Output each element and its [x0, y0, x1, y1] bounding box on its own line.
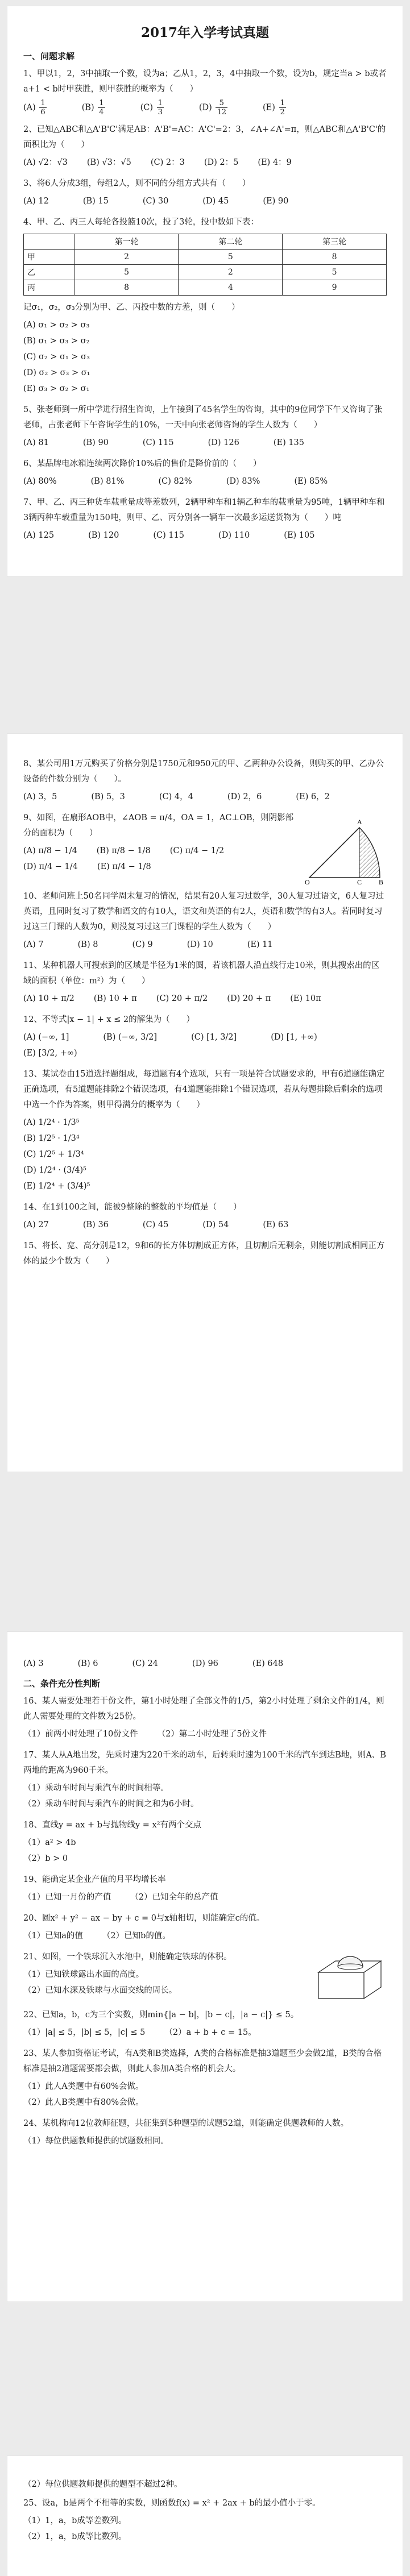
option: (B) $\frac{1}{4}$ [81, 99, 104, 117]
option: (E) 10π [290, 994, 321, 1003]
option: (B) σ₁ > σ₃ > σ₂ [23, 336, 90, 346]
option: (D) σ₂ > σ₃ > σ₁ [23, 368, 90, 377]
option: (D) 1/2⁴ · (3/4)⁵ [23, 1166, 86, 1175]
option: (A) 80% [23, 477, 57, 486]
label-c: C [357, 878, 362, 886]
question-14: 14、在1到100之间，能被9整除的整数的平均值是（ ） [23, 1203, 242, 1212]
option: (E) 105 [284, 531, 315, 540]
option: (E) $\frac{1}{2}$ [262, 99, 285, 117]
question-12: 12、不等式|x − 1| + x ≤ 2的解集为（ ） [23, 1015, 195, 1024]
option: (C) 2：3 [150, 158, 185, 167]
shaded-region [359, 828, 380, 878]
question-18: 18、直线y = ax + b与抛物线y = x²有两个交点 [23, 1821, 202, 1830]
question-13-options [23, 1115, 387, 1194]
option: (A) √2：√3 [23, 158, 68, 167]
table-cell: 5 [74, 265, 179, 280]
condition-2: （2）乘动车时间与乘汽车的时间之和为6小时。 [23, 1800, 199, 1809]
table-row [24, 250, 387, 265]
question-8: 8、某公司用1万元购买了价格分别是1750元和950元的甲、乙两种办公设备，则购买的甲、乙办公设备的件数分别为（ ）。 [23, 759, 384, 784]
option: (A) 10 + π/2 [23, 994, 74, 1003]
question-25: 25、设a，b是两个不相等的实数，则函数f(x) = x² + 2ax + b的最小值小于零。 [23, 2499, 321, 2508]
condition-1: （1）1，a，b成等差数列。 [23, 2516, 127, 2525]
document-page-4 [7, 2455, 403, 2576]
option: (A) 3 [23, 1659, 44, 1668]
option: (E) 63 [263, 1220, 289, 1229]
condition-2: （2）已知b的值。 [102, 1931, 171, 1941]
option: (C) [1, 3/2] [191, 1033, 237, 1042]
pool-front [318, 1972, 364, 1999]
question-17: 17、某人从A地出发，先乘时速为220千米的动车，后转乘时速为100千米的汽车到达B地，则A、B两地的距离为960千米。 [23, 1751, 387, 1775]
table-cell: 第一轮 [74, 234, 179, 250]
condition-2: （2）每位供题教师提供的题型不超过2种。 [23, 2480, 183, 2489]
option: (D) $\frac{5}{12}$ [198, 99, 226, 117]
question-11-options [23, 991, 387, 1007]
label-a: A [357, 818, 362, 826]
option: (A) 7 [23, 940, 44, 949]
condition-1: （1）已知铁球露出水面的高度。 [23, 1970, 144, 1979]
condition-2: （2）已知全年的总产值 [130, 1893, 218, 1902]
table-cell: 第二轮 [179, 234, 283, 250]
option: (C) 4，4 [159, 792, 193, 801]
question-3: 3、将6人分成3组，每组2人，则不同的分组方式共有（ ） [23, 179, 251, 188]
question-4: 4、甲、乙、丙三人每轮各投篮10次，投了3轮，投中数如下表： [23, 218, 259, 227]
option: (A) 3，5 [23, 792, 57, 801]
section-heading-sufficiency: 二、条件充分性判断 [23, 1678, 101, 1689]
option: (C) 45 [142, 1220, 169, 1229]
option: (B) 8 [77, 940, 98, 949]
page-title: 2017年入学考试真题 [140, 25, 269, 40]
option: (E) 135 [273, 438, 305, 447]
condition-1: （1）已知一月份的产值 [23, 1893, 111, 1902]
table-row [24, 265, 387, 280]
sector-figure [301, 811, 387, 886]
option: (D) π/4 − 1/4 [23, 862, 78, 871]
option: (B) 120 [88, 531, 119, 540]
question-21-conditions [23, 1967, 306, 1999]
question-4-options [23, 317, 387, 397]
document-page-3 [7, 1631, 403, 2302]
table-cell: 4 [179, 280, 283, 296]
option: (B) 1/2⁵ · 1/3⁴ [23, 1134, 80, 1143]
option: (D) 110 [218, 531, 250, 540]
option: (D) 2，6 [227, 792, 262, 801]
table-cell [24, 234, 75, 250]
condition-1: （1）每位供题教师提供的试题数相同。 [23, 2137, 169, 2146]
question-3-options [23, 193, 387, 209]
question-7: 7、甲、乙、丙三种货车载重量成等差数列，2辆甲种车和1辆乙种车的载重量为95吨，1辆甲种车和3辆丙种车载重量为150吨，则甲、乙、丙分别各一辆车一次最多运送货物为（ ）吨 [23, 498, 385, 522]
option: (B) 6 [77, 1659, 98, 1668]
document-page-2 [7, 733, 403, 1472]
option: (E) 648 [252, 1659, 284, 1668]
option: (C) 115 [153, 531, 185, 540]
option: (B) 90 [82, 438, 109, 447]
option: (D) 96 [192, 1659, 218, 1668]
question-15-options [23, 1656, 387, 1672]
option: (B) 10 + π [93, 994, 137, 1003]
question-22-conditions [23, 2025, 387, 2041]
option: (C) 20 + π/2 [156, 994, 208, 1003]
question-17-conditions [23, 1780, 387, 1812]
condition-1: （1）a² > 4b [23, 1838, 76, 1847]
option: (E) 6，2 [296, 792, 330, 801]
condition-2: （2）第二小时处理了5份文件 [157, 1730, 267, 1739]
question-15: 15、将长、宽、高分别是12，9和6的长方体切割成正方体，且切割后无剩余，则能切割成相同正方体的最少个数为（ ） [23, 1241, 385, 1266]
question-16-conditions [23, 1726, 387, 1742]
ball [338, 1956, 363, 1967]
document-page-1 [7, 6, 403, 577]
table-cell: 8 [283, 250, 387, 265]
question-12-options [23, 1029, 387, 1061]
option: (A) 125 [23, 531, 55, 540]
option: (E) π/4 − 1/8 [97, 862, 151, 871]
table-header-row [24, 234, 387, 250]
option: (E) 85% [294, 477, 328, 486]
question-24-conditions [23, 2133, 387, 2149]
condition-1: （1）乘动车时间与乘汽车的时间相等。 [23, 1784, 169, 1793]
results-table [23, 234, 387, 296]
table-cell: 9 [283, 280, 387, 296]
question-20-conditions [23, 1928, 387, 1944]
condition-2: （2）已知水深及铁球与水面交线的周长。 [23, 1986, 177, 1995]
question-16: 16、某人需要处理若干份文件，第1小时处理了全部文件的1/5，第2小时处理了剩余文件的1/4，则此人需要处理的文件数为25份。 [23, 1697, 384, 1721]
option: (D) [1, +∞) [271, 1033, 317, 1042]
question-10-options [23, 937, 387, 953]
question-23-conditions [23, 2079, 387, 2110]
table-row [24, 280, 387, 296]
question-1-options [23, 99, 387, 117]
question-23: 23、某人参加资格证考试，有A类和B类选择，A类的合格标准是抽3道题至少会做2道，B类的合格标准是抽2道题需要都会做，则此人参加A类合格的机会大。 [23, 2049, 382, 2074]
question-22: 22、已知a，b，c为三个实数，则min{|a − b|，|b − c|，|a − c|} ≤ 5。 [23, 2010, 299, 2020]
question-19-conditions [23, 1889, 387, 1905]
table-cell: 8 [74, 280, 179, 296]
question-25-conditions [23, 2513, 387, 2545]
question-9-options [23, 843, 295, 875]
option: (C) π/4 − 1/2 [169, 846, 225, 855]
question-5-options [23, 435, 387, 451]
option: (A) π/8 − 1/4 [23, 846, 77, 855]
question-19: 19、能确定某企业产值的月平均增长率 [23, 1875, 166, 1884]
option: (A) (−∞, 1] [23, 1033, 69, 1042]
table-cell: 丙 [24, 280, 75, 296]
table-cell: 2 [74, 250, 179, 265]
question-5: 5、张老师到一所中学进行招生咨询，上午接到了45名学生的咨询，其中的9位同学下午又咨询了张老师，占张老师下午咨询学生的10%，一天中向张老师咨询的学生人数为（ ） [23, 405, 383, 430]
option: (D) 54 [202, 1220, 229, 1229]
option: (A) 1/2⁴ · 1/3⁵ [23, 1118, 80, 1127]
radius-oa [309, 828, 359, 878]
question-2: 2、已知△ABC和△A'B'C'满足AB：A'B'=AC：A'C'=2：3，∠A+∠A'=π，则△ABC和△A'B'C'的面积比为（ ） [23, 125, 386, 149]
option: (D) 20 + π [227, 994, 271, 1003]
table-cell: 2 [179, 265, 283, 280]
option: (C) 9 [132, 940, 153, 949]
question-24: 24、某机构向12位教师征题，共征集到5种题型的试题52道，则能确定供题教师的人数。 [23, 2119, 349, 2128]
option: (D) 83% [226, 477, 260, 486]
condition-1: （1）此人A类题中有60%会做。 [23, 2082, 144, 2091]
condition-1: （1）|a| ≤ 5，|b| ≤ 5，|c| ≤ 5 [23, 2028, 146, 2037]
question-6: 6、某品牌电冰箱连续两次降价10%后的售价是降价前的（ ） [23, 459, 262, 468]
option: (A) σ₁ > σ₂ > σ₃ [23, 321, 90, 330]
option: (B) (−∞, 3/2] [103, 1033, 158, 1042]
question-10: 10、老师问班上50名同学周末复习的情况，结果有20人复习过数学，30人复习过语文，6人复习过英语，且同时复习了数学和语文的有10人，语文和英语的有2人，英语和数学的有3人。若同时复习过这三门课的人数为0，则没复习过这三门课程的学生人数为（ ） [23, 892, 384, 932]
option: (B) 36 [82, 1220, 109, 1229]
table-cell: 5 [283, 265, 387, 280]
option: (E) 1/2⁴ + (3/4)⁵ [23, 1182, 90, 1191]
table-cell: 第三轮 [283, 234, 387, 250]
question-2-options [23, 155, 387, 171]
condition-1: （1）已知a的值 [23, 1931, 83, 1941]
question-21: 21、如图，一个铁球沉入水池中，则能确定铁球的体积。 [23, 1952, 232, 1962]
question-13: 13、某试卷由15道选择题组成，每道题有4个选项，只有一项是符合试题要求的，甲有6道题能确定正确选项，有5道题能排除2个错误选项，有4道题能排除1个错误选项，若从每题排除后剩余的选项中选一个作为答案，则甲得满分的概率为（ ） [23, 1070, 385, 1110]
option: (A) 27 [23, 1220, 49, 1229]
option: (C) $\frac{1}{3}$ [140, 99, 163, 117]
question-14-options [23, 1217, 387, 1233]
question-4-continued: 记σ₁，σ₂，σ₃分别为甲、乙、丙投中数的方差，则（ ） [23, 303, 240, 312]
condition-2: （2）a + b + c = 15。 [164, 2028, 256, 2037]
option: (B) π/8 − 1/8 [96, 846, 151, 855]
condition-2: （2）b > 0 [23, 1854, 68, 1863]
condition-2: （2）1，a，b成等比数列。 [23, 2532, 127, 2541]
question-7-options [23, 527, 387, 543]
option: (C) 24 [132, 1659, 158, 1668]
option: (B) 5，3 [91, 792, 125, 801]
option: (A) $\frac{1}{6}$ [23, 99, 45, 117]
option: (C) 82% [158, 477, 192, 486]
question-9: 9、如图，在扇形AOB中，∠AOB = π/4，OA = 1，AC⊥OB，则阴影部分的面积为（ ） [23, 813, 294, 838]
option: (B) √3：√5 [86, 158, 131, 167]
option: (A) 81 [23, 438, 49, 447]
question-1: 1、甲以1，2，3中抽取一个数，设为a；乙从1，2，3，4中抽取一个数，设为b，规定当a > b或者a+1 < b时甲获胜，则甲获胜的概率为（ ） [23, 69, 387, 94]
question-18-conditions [23, 1835, 387, 1867]
pool-figure [313, 1950, 387, 2004]
option: (C) 1/2⁵ + 1/3⁴ [23, 1150, 84, 1159]
option: (B) 81% [90, 477, 125, 486]
option: (A) 12 [23, 197, 49, 206]
option: (E) σ₃ > σ₂ > σ₁ [23, 384, 90, 393]
option: (C) σ₂ > σ₁ > σ₃ [23, 352, 90, 362]
option: (D) 126 [208, 438, 239, 447]
option: (D) 10 [187, 940, 213, 949]
table-cell: 乙 [24, 265, 75, 280]
option: (D) 2：5 [204, 158, 239, 167]
question-20: 20、圆x² + y² − ax − by + c = 0与x轴相切，则能确定c的值。 [23, 1914, 265, 1923]
option: (E) 90 [263, 197, 289, 206]
option: (C) 115 [142, 438, 174, 447]
option: (E) 4：9 [258, 158, 292, 167]
label-o: O [305, 878, 310, 886]
question-8-options [23, 789, 387, 805]
label-b: B [379, 878, 384, 886]
question-24-conditions-continued [23, 2477, 387, 2492]
question-6-options [23, 473, 387, 489]
table-cell: 甲 [24, 250, 75, 265]
option: (D) 45 [202, 197, 229, 206]
option: (B) 15 [82, 197, 109, 206]
option: (E) 11 [247, 940, 273, 949]
question-11: 11、某种机器人可搜索到的区域是半径为1米的圆，若该机器人沿直线行走10米，则其搜索出的区域的面积（单位：m²）为（ ） [23, 961, 380, 986]
condition-1: （1）前两小时处理了10份文件 [23, 1730, 138, 1739]
section-heading-problem-solving: 一、问题求解 [23, 51, 75, 61]
option: (E) [3/2, +∞) [23, 1049, 77, 1058]
option: (C) 30 [142, 197, 169, 206]
table-cell: 5 [179, 250, 283, 265]
condition-2: （2）此人B类题中有80%会做。 [23, 2098, 144, 2107]
